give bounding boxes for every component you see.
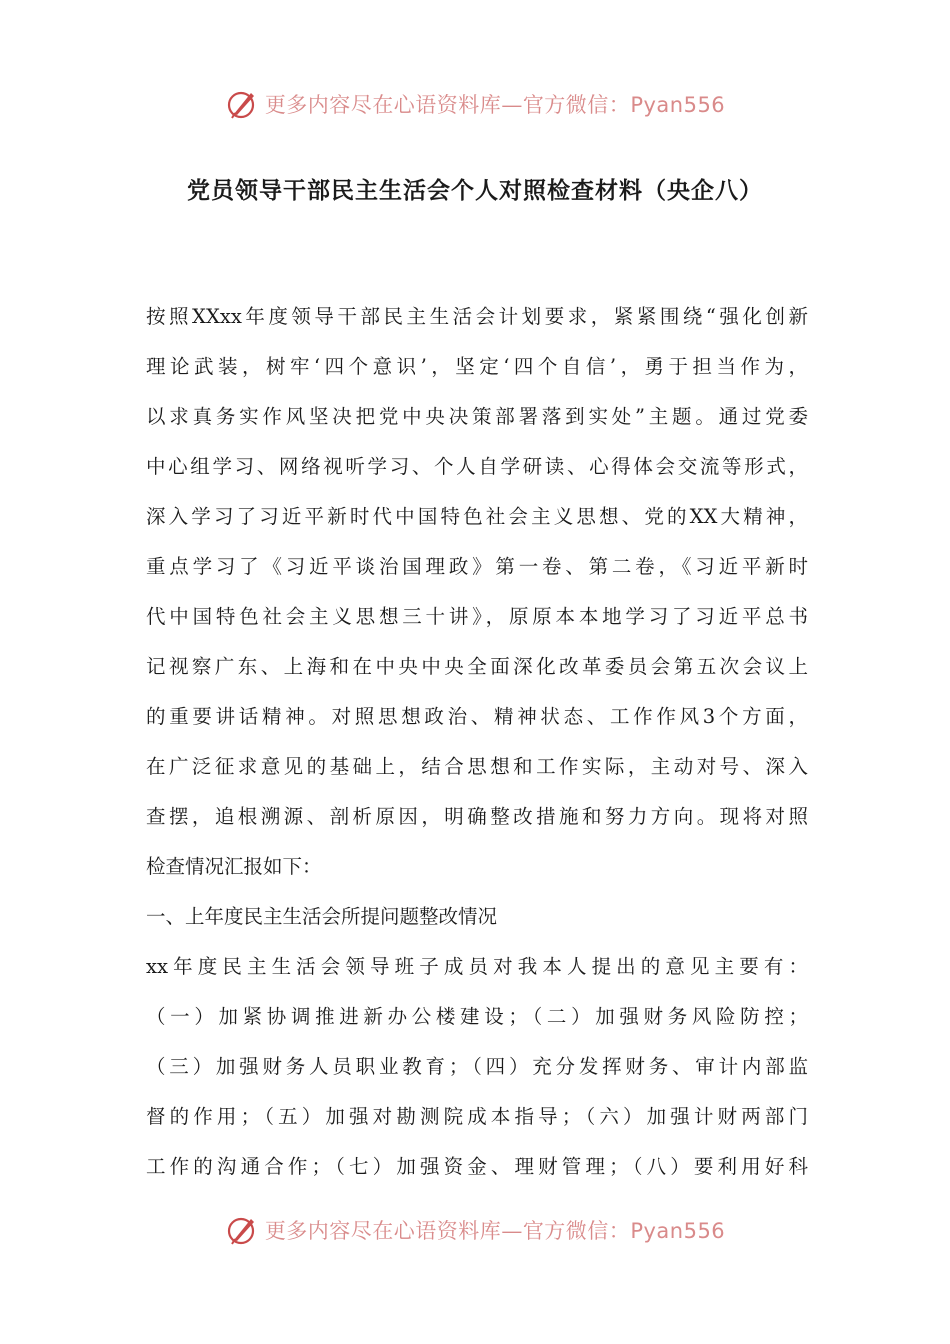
watermark-footer — [0, 1210, 950, 1250]
paragraph-line: 查摆，追根溯源、剖析原因，明确整改措施和努力方向。现将对照 — [146, 805, 808, 828]
watermark-wechat-label: 官方微信： — [522, 1219, 631, 1243]
watermark-wechat-id: Pyan556 — [630, 93, 726, 117]
paragraph-line: 的重要讲话精神。对照思想政治、精神状态、工作作风3个方面， — [146, 705, 808, 728]
paragraph-line: 中心组学习、网络视听学习、个人自学研读、心得体会交流等形式， — [146, 455, 808, 478]
watermark-wechat-id: Pyan556 — [630, 1219, 726, 1243]
paragraph-line: 代中国特色社会主义思想三十讲》，原原本本地学习了习近平总书 — [146, 605, 808, 628]
paragraph-line: （一）加紧协调推进新办公楼建设；（二）加强财务风险防控； — [146, 1005, 808, 1028]
paragraph-line: 工作的沟通合作；（七）加强资金、理财管理；（八）要利用好科 — [146, 1155, 808, 1178]
document-body — [146, 292, 808, 1192]
watermark-separator: — — [501, 1219, 523, 1243]
paragraph-line: 深入学习了习近平新时代中国特色社会主义思想、党的XX大精神， — [146, 505, 808, 528]
watermark-site: 更多内容尽在心语资料库 — [264, 1219, 502, 1243]
quill-pen-logo-icon — [225, 1213, 259, 1247]
paragraph-line: （三）加强财务人员职业教育；（四）充分发挥财务、审计内部监 — [146, 1055, 808, 1078]
watermark-site: 更多内容尽在心语资料库 — [264, 93, 502, 117]
watermark-wechat-label: 官方微信： — [522, 93, 631, 117]
paragraph-line: 督的作用；（五）加强对勘测院成本指导；（六）加强计财两部门 — [146, 1105, 808, 1128]
paragraph-line: xx年度民主生活会领导班子成员对我本人提出的意见主要有： — [146, 955, 808, 978]
watermark-separator: — — [501, 93, 523, 117]
paragraph-line: 检查情况汇报如下： — [146, 855, 322, 878]
paragraph-line: 一、上年度民主生活会所提问题整改情况 — [146, 905, 498, 928]
paragraph-line: 在广泛征求意见的基础上，结合思想和工作实际，主动对号、深入 — [146, 755, 808, 778]
paragraph-line: 以求真务实作风坚决把党中央决策部署落到实处”主题。通过党委 — [146, 405, 808, 428]
paragraph-line: 按照XXxx年度领导干部民主生活会计划要求，紧紧围绕“强化创新 — [146, 305, 808, 328]
watermark-text — [265, 1215, 725, 1245]
quill-pen-logo-icon — [225, 87, 259, 121]
watermark-header — [0, 84, 950, 124]
paragraph-line: 重点学习了《习近平谈治国理政》第一卷、第二卷，《习近平新时 — [146, 555, 808, 578]
paragraph-line: 记视察广东、上海和在中央中央全面深化改革委员会第五次会议上 — [146, 655, 808, 678]
document-title: 党员领导干部民主生活会个人对照检查材料（央企八） — [187, 178, 763, 204]
watermark-text — [265, 89, 725, 119]
paragraph-line: 理论武装，树牢‘四个意识’，坚定‘四个自信’，勇于担当作为， — [146, 355, 808, 378]
